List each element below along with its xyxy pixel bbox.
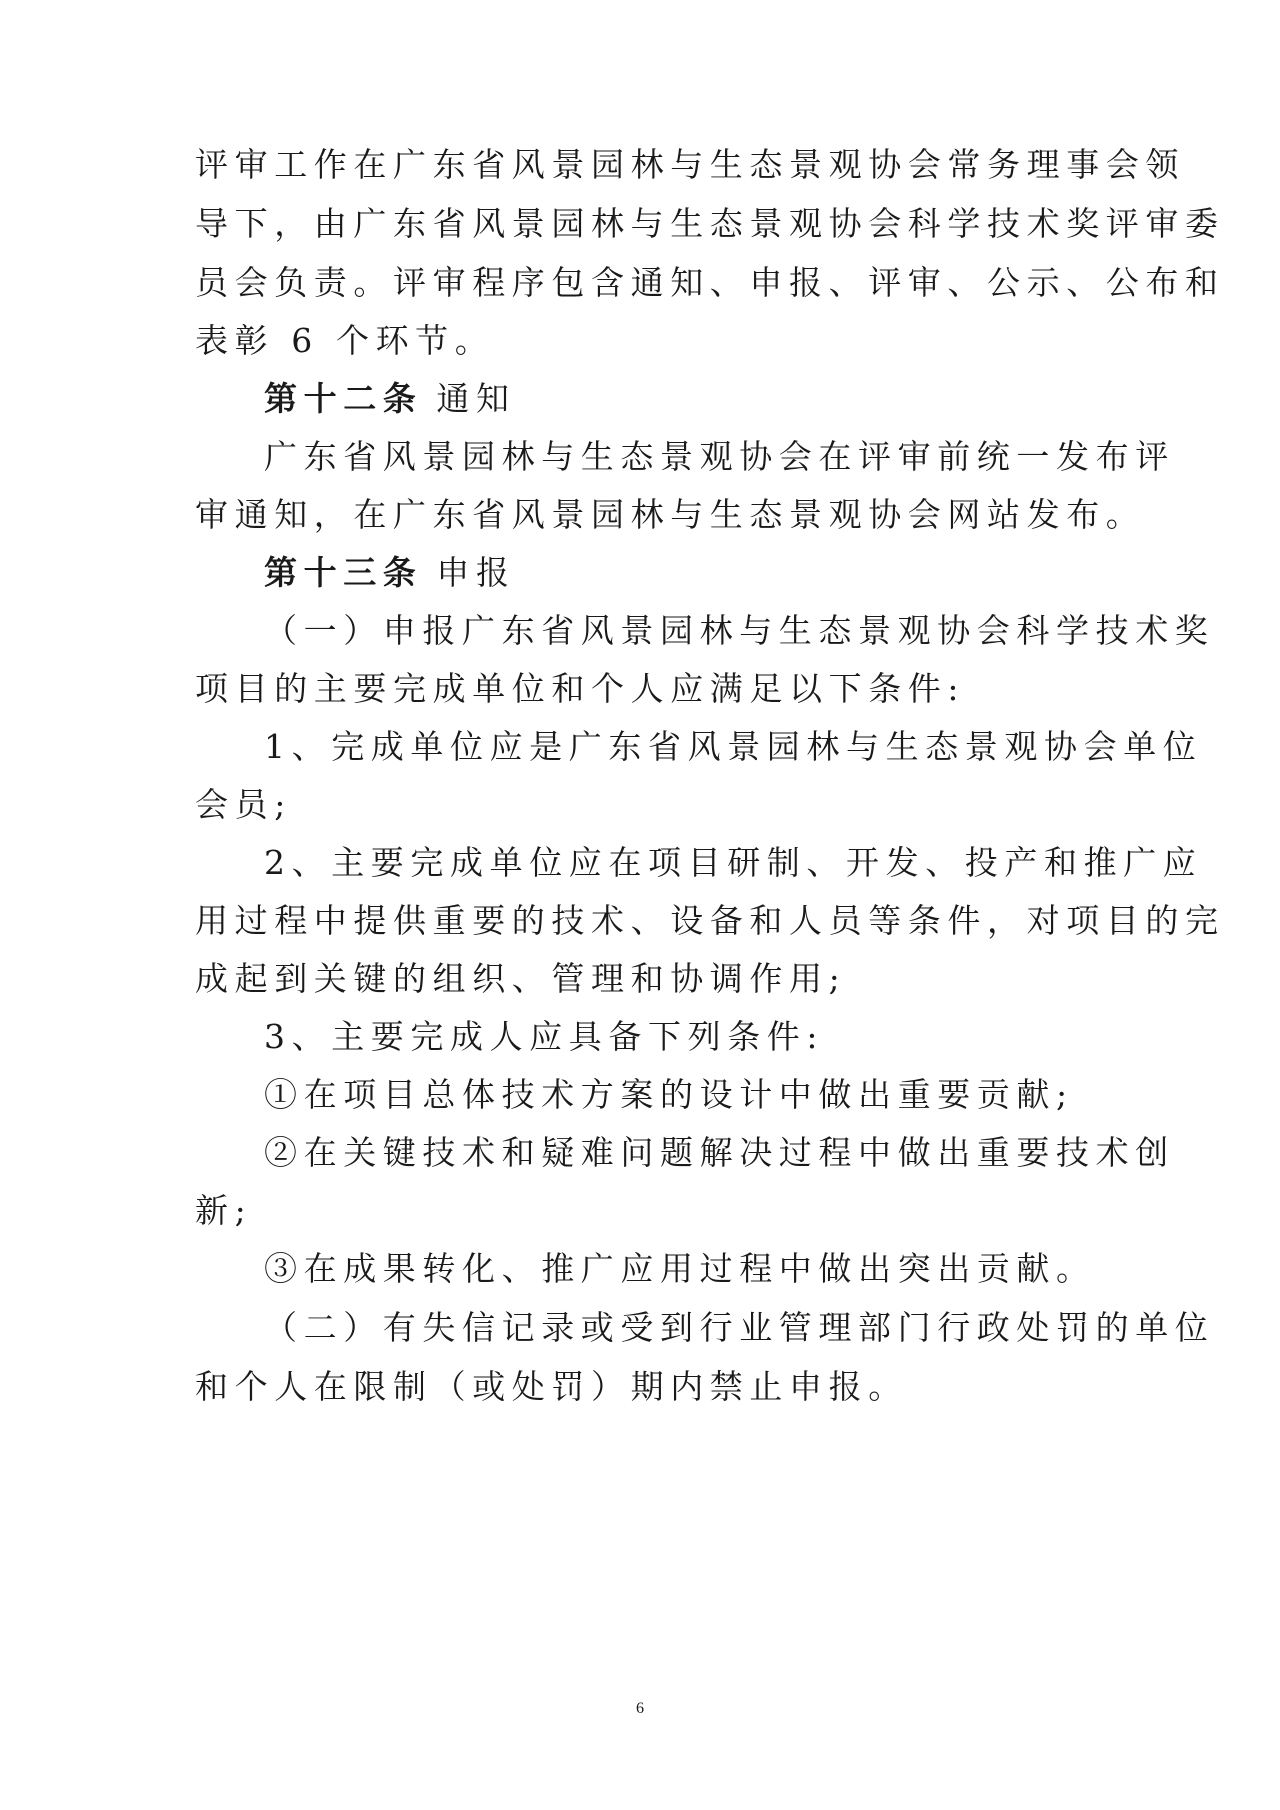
paragraph-line: 评审工作在广东省风景园林与生态景观协会常务理事会领 xyxy=(195,145,1185,184)
list-item: 1、完成单位应是广东省风景园林与生态景观协会单位 xyxy=(264,727,1203,766)
condition-item: ②在关键技术和疑难问题解决过程中做出重要技术创 xyxy=(264,1133,1175,1172)
paragraph-line: （二）有失信记录或受到行业管理部门行政处罚的单位 xyxy=(264,1308,1215,1347)
article-13-title: 第十三条 xyxy=(264,553,423,592)
paragraph-line: 审通知，在广东省风景园林与生态景观协会网站发布。 xyxy=(195,495,1146,534)
condition-item: ①在项目总体技术方案的设计中做出重要贡献; xyxy=(264,1075,1074,1114)
article-13-subject: 申报 xyxy=(436,553,516,592)
paragraph-line: 广东省风景园林与生态景观协会在评审前统一发布评 xyxy=(264,437,1175,476)
paragraph-line: 项目的主要完成单位和个人应满足以下条件: xyxy=(195,669,966,708)
paragraph-line: （一）申报广东省风景园林与生态景观协会科学技术奖 xyxy=(264,611,1215,650)
page-number: 6 xyxy=(636,1700,644,1717)
condition-item-continuation: 新; xyxy=(195,1191,253,1230)
paragraph-line: 导下，由广东省风景园林与生态景观协会科学技术奖评审委 xyxy=(195,204,1225,243)
article-12-title: 第十二条 xyxy=(264,379,423,418)
paragraph-line: 和个人在限制（或处罚）期内禁止申报。 xyxy=(195,1367,908,1406)
paragraph-line: 表彰 6 个环节。 xyxy=(195,321,495,360)
list-item: 3、主要完成人应具备下列条件: xyxy=(264,1017,825,1056)
list-item-continuation: 成起到关键的组织、管理和协调作用; xyxy=(195,959,847,998)
list-item: 2、主要完成单位应在项目研制、开发、投产和推广应 xyxy=(264,843,1203,882)
list-item-continuation: 用过程中提供重要的技术、设备和人员等条件，对项目的完 xyxy=(195,901,1225,940)
article-12-heading xyxy=(264,379,1164,419)
list-item-continuation: 会员; xyxy=(195,785,292,824)
article-13-heading xyxy=(264,553,1164,593)
condition-item: ③在成果转化、推广应用过程中做出突出贡献。 xyxy=(264,1249,1096,1288)
paragraph-line: 员会负责。评审程序包含通知、申报、评审、公示、公布和 xyxy=(195,263,1225,302)
article-12-subject: 通知 xyxy=(436,379,516,418)
